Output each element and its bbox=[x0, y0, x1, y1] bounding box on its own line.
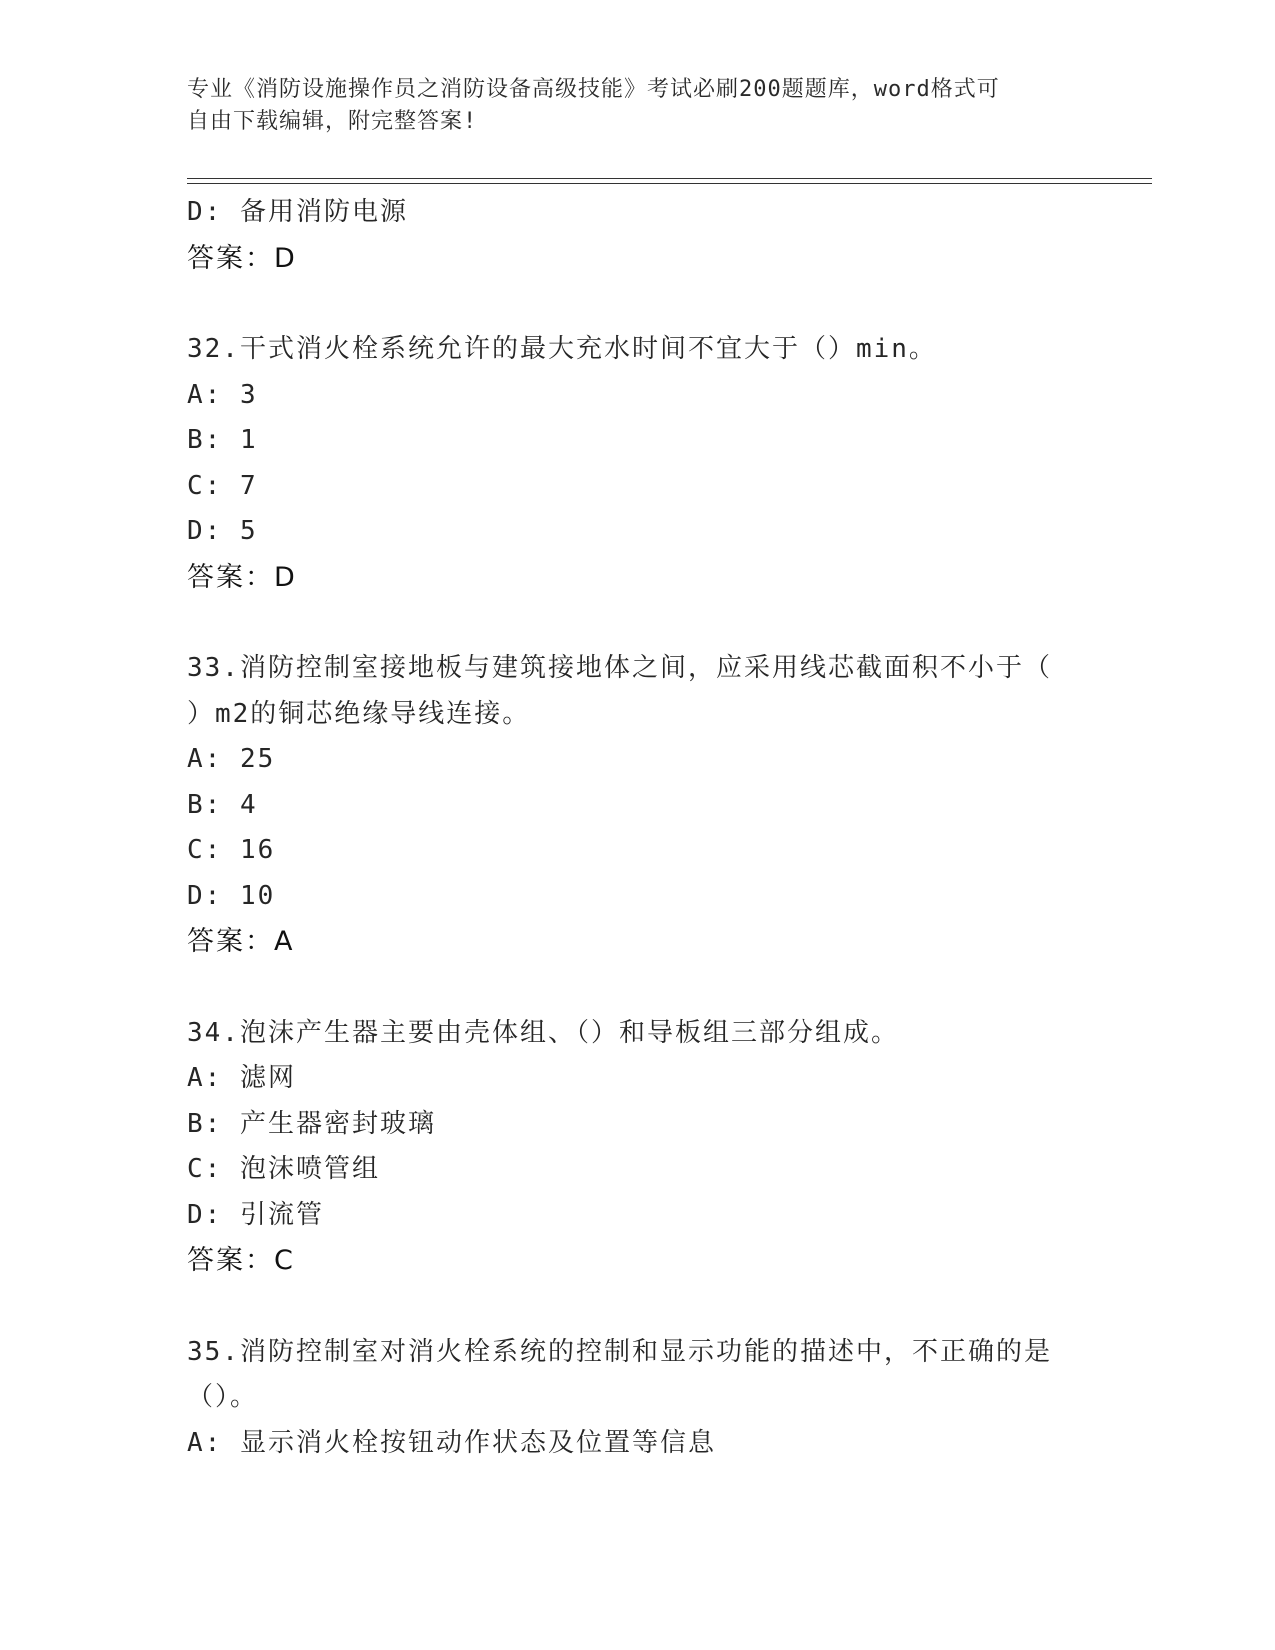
option-a: A: 显示消火栓按钮动作状态及位置等信息 bbox=[187, 1427, 716, 1458]
document-header bbox=[187, 74, 1067, 138]
option-d: D: 5 bbox=[187, 516, 258, 546]
answer-line: 答案：D bbox=[187, 242, 297, 274]
question-list bbox=[187, 190, 1087, 1466]
option-c: C: 7 bbox=[187, 470, 258, 501]
question-text-line-1: 33.消防控制室接地板与建筑接地体之间，应采用线芯截面积不小于（ bbox=[187, 653, 1052, 683]
option-a: A: 3 bbox=[187, 379, 258, 410]
question-block-33 bbox=[187, 646, 1087, 965]
answer-line: 答案：D bbox=[187, 561, 297, 593]
spacer bbox=[187, 1284, 1087, 1330]
option-b: B: 产生器密封玻璃 bbox=[187, 1108, 436, 1139]
option-d: D: 10 bbox=[187, 880, 276, 911]
option-d: D: 备用消防电源 bbox=[187, 197, 408, 227]
question-block-32 bbox=[187, 327, 1087, 600]
header-divider-top bbox=[187, 178, 1152, 179]
answer-line: 答案：A bbox=[187, 926, 295, 957]
option-c: C: 16 bbox=[187, 835, 276, 865]
header-line-1: 专业《消防设施操作员之消防设备高级技能》考试必刷200题题库，word格式可 bbox=[187, 77, 1000, 102]
option-d: D: 引流管 bbox=[187, 1199, 324, 1230]
spacer bbox=[187, 281, 1087, 327]
answer-line: 答案：C bbox=[187, 1245, 295, 1276]
question-text-line-1: 35.消防控制室对消火栓系统的控制和显示功能的描述中，不正确的是 bbox=[187, 1336, 1052, 1367]
option-a: A: 25 bbox=[187, 744, 276, 774]
header-line-2: 自由下载编辑，附完整答案! bbox=[187, 109, 478, 134]
question-block-31-tail bbox=[187, 190, 1087, 281]
option-b: B: 4 bbox=[187, 789, 258, 820]
question-text: 34.泡沫产生器主要由壳体组、（）和导板组三部分组成。 bbox=[187, 1017, 899, 1048]
spacer bbox=[187, 965, 1087, 1011]
question-block-34 bbox=[187, 1011, 1087, 1284]
option-a: A: 滤网 bbox=[187, 1063, 296, 1093]
header-divider-bottom bbox=[187, 183, 1152, 184]
question-block-35 bbox=[187, 1330, 1087, 1467]
spacer bbox=[187, 600, 1087, 646]
question-text: 32.干式消火栓系统允许的最大充水时间不宜大于（）min。 bbox=[187, 334, 937, 364]
option-c: C: 泡沫喷管组 bbox=[187, 1154, 380, 1184]
question-text-line-2: （）。 bbox=[187, 1382, 259, 1412]
question-text-line-2: ）m2的铜芯绝缘导线连接。 bbox=[187, 698, 531, 729]
option-b: B: 1 bbox=[187, 425, 258, 455]
